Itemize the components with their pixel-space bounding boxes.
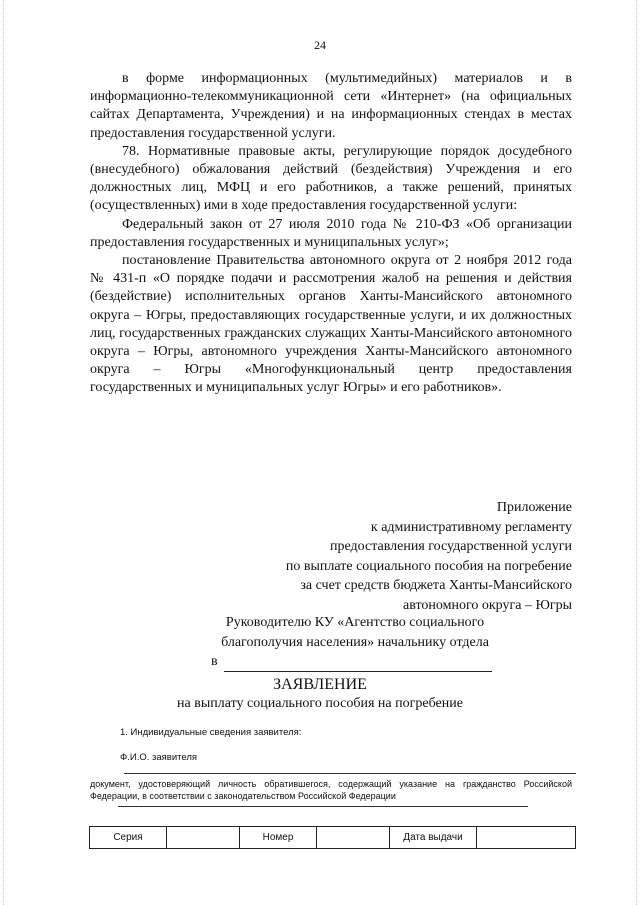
appendix-line: предоставления государственной услуги	[330, 539, 572, 554]
section-1-heading: 1. Индивидуальные сведения заявителя:	[120, 727, 302, 738]
appendix-line: за счет средств бюджета Ханты-Мансийского	[300, 578, 572, 593]
number-value-cell[interactable]	[317, 827, 390, 849]
addressee-block	[205, 613, 505, 672]
appendix-line: автономного округа – Югры	[403, 597, 572, 613]
paragraph-78: 78. Нормативные правовые акты, регулирующие порядок досудебного (внесудебного) обжалования действий (бездействия) Учреждения и его должностных лиц, МФЦ и его работников, а также решений, принятых (осуществленных) ими в ходе предоставления государственной услуги:	[90, 143, 572, 214]
appendix-block	[272, 498, 572, 615]
department-blank-field[interactable]	[224, 657, 492, 672]
issue-date-value-cell[interactable]	[477, 827, 576, 849]
addressee-prefix: в	[211, 654, 218, 669]
number-header: Номер	[240, 827, 317, 849]
table-row	[90, 827, 576, 849]
paragraph-federal-law: Федеральный закон от 27 июля 2010 года № 210-ФЗ «Об организации предоставления государственных и муниципальных услуг»;	[90, 216, 572, 250]
page-number: 24	[314, 38, 326, 52]
series-header: Серия	[90, 827, 167, 849]
addressee-line: Руководителю КУ «Агентство социального	[225, 615, 485, 630]
applicant-name-line[interactable]	[124, 773, 576, 774]
statement-title: ЗАЯВЛЕНИЕ	[273, 676, 367, 693]
statement-subtitle: на выплату социального пособия на погребение	[177, 696, 463, 711]
identity-document-note: документ, удостоверяющий личность обратившегося, содержащий указание на гражданство Российской Федерации, в соответствии с законодательством Российской Федерации	[90, 779, 572, 801]
series-value-cell[interactable]	[167, 827, 240, 849]
identity-document-table	[89, 826, 576, 849]
body-text	[90, 70, 572, 398]
appendix-line: по выплате социального пособия на погребение	[285, 558, 572, 574]
paragraph-resolution: постановление Правительства автономного округа от 2 ноября 2012 года № 431-п «О порядке подачи и рассмотрения жалоб на решения и действия (бездействие) исполнительных органов Ханты-Мансийского автономного округа – Югры, предоставляющих государственные услуги, и их должностных лиц, государственных гражданских служащих Ханты-Мансийского автономного округа – Югры, автономного учреждения Ханты-Мансийского автономного округа – Югры «Многофункциональный центр предоставления государственных и муниципальных услуг Югры» и его работников».	[90, 253, 572, 396]
addressee-line: благополучия населения» начальнику отдела	[221, 634, 489, 650]
scan-edge-left	[3, 0, 4, 905]
appendix-line: Приложение	[496, 500, 572, 515]
issue-date-header: Дата выдачи	[390, 827, 477, 849]
addressee-department-line	[211, 652, 505, 672]
document-name-line[interactable]	[118, 806, 528, 807]
applicant-name-label: Ф.И.О. заявителя	[120, 752, 198, 763]
appendix-line: к административному регламенту	[370, 519, 572, 535]
paragraph-info-materials: в форме информационных (мультимедийных) материалов и в информационно-телекоммуникационной сети «Интернет» (на официальных сайтах Департамента, Учреждения) и на информационных стендах в местах предоставления государственной услуги.	[90, 71, 572, 141]
scan-edge-right	[636, 0, 637, 905]
